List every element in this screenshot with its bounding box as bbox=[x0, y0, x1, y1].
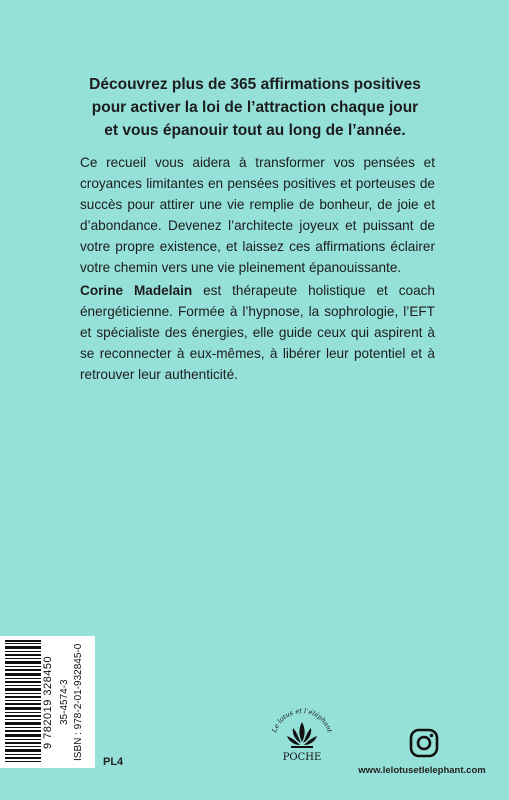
barcode-texts bbox=[42, 636, 87, 768]
tagline-line-3: et vous épanouir tout au long de l’année. bbox=[104, 122, 406, 139]
barcode-bars bbox=[4, 636, 42, 768]
author-bio: est thérapeute holistique et coach énergéticienne. Formée à l’hypnose, la sophrologie, l’EFT et spécialiste des énergies, elle guide ceux qui aspirent à se reconnecter à eux-mêmes, à libérer leur potentiel et à retrouver leur authenticité. bbox=[80, 283, 435, 382]
lotus-elephant-logo bbox=[267, 700, 337, 775]
isbn: ISBN : 978-2-01-932845-0 bbox=[73, 643, 84, 761]
tagline-line-2: pour activer la loi de l’attraction chaque jour bbox=[91, 99, 419, 116]
barcode bbox=[0, 636, 95, 768]
series-code: PL4 bbox=[103, 756, 124, 768]
publisher-label: POCHE bbox=[282, 752, 322, 763]
publisher-arc-text: Le lotus et l’éléphant bbox=[270, 706, 334, 734]
barcode-digits: 9 782019 328450 bbox=[42, 655, 54, 749]
description-paragraph: Ce recueil vous aidera à transformer vos pensées et croyances limitantes en pensées positives et porteuses de succès pour attirer une vie remplie de bonheur, de joie et d’abondance. Devenez l’architecte joyeux et puissant de votre propre existence, et laissez ces affirmations éclairer votre chemin vers une vie pleinement épanouissante. bbox=[80, 155, 435, 275]
website-link[interactable]: www.lelotusetlelephant.com bbox=[358, 765, 486, 776]
author-paragraph bbox=[80, 280, 435, 385]
author-name: Corine Madelain bbox=[80, 283, 193, 298]
tagline-line-1: Découvrez plus de 365 affirmations positives bbox=[89, 76, 421, 93]
barcode-code: 35-4574-3 bbox=[59, 679, 70, 725]
tagline bbox=[60, 73, 450, 142]
instagram-icon[interactable] bbox=[408, 727, 440, 759]
